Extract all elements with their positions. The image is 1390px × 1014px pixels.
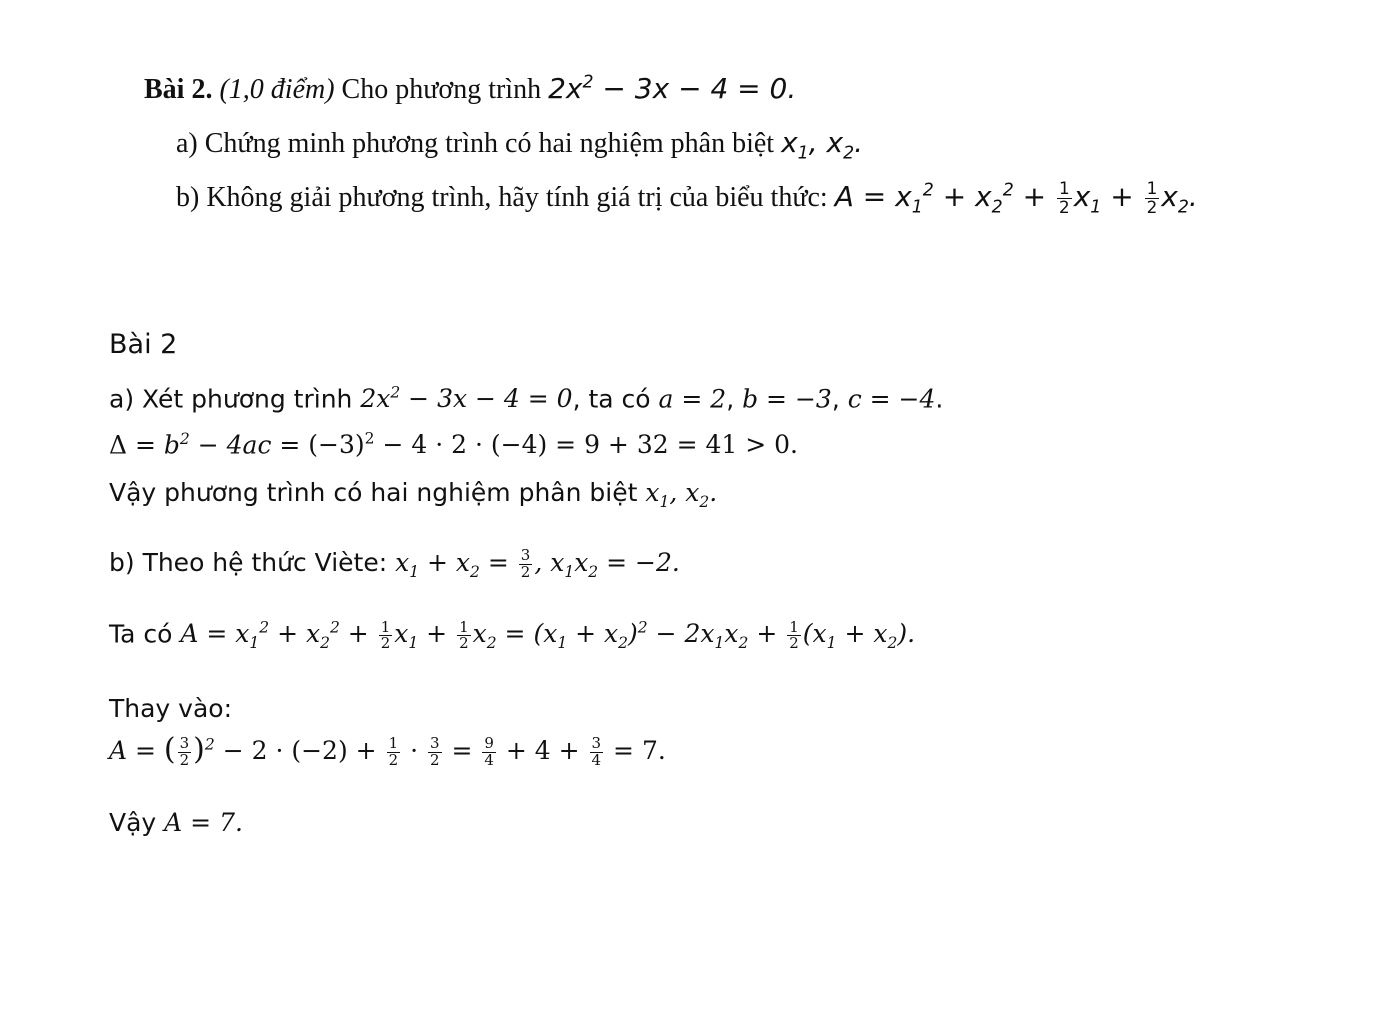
solution-b-viete: $x_1 + x_2$ = $\frac{3}{2}$ , $x_1x_2 = -2$. <box>395 546 680 581</box>
solution-a-line-3 <box>109 478 717 511</box>
solution-final-answer: A = 7. <box>164 808 243 837</box>
problem-roots: $x_1$, $x_2$. <box>781 126 864 164</box>
solution-b-line-2 <box>109 619 915 652</box>
problem-part-b: b) Không giải phương trình, hãy tính giá trị của biểu thức: <box>176 182 828 214</box>
solution-b-intro: b) Theo hệ thức Viète: <box>109 548 388 577</box>
problem-expression: $A = x_1^2 + x_2^2$ + $\frac{1}{2}$ $x_1$ + $\frac{1}{2}$ $x_2$. <box>834 178 1198 218</box>
solution-a-conclusion: Vậy phương trình có hai nghiệm phân biệt <box>109 478 638 507</box>
problem-line-1 <box>144 72 796 106</box>
problem-points: (1,0 điểm) <box>219 74 335 105</box>
solution-b-line-1 <box>109 548 680 581</box>
solution-a-roots: $x_1$, $x_2$. <box>645 478 718 511</box>
problem-line-b <box>176 180 1198 218</box>
solution-b-substitution: A = ( $\frac{3}{2}$ )$^2$ − 2 · (−2) + $\frac{1}{2}$ · $\frac{3}{2}$ = $\frac{9}{4}$ + 4 + $\frac{3}{4}$ = 7. <box>109 732 666 769</box>
solution-a-discriminant: $\Delta = b^2 - 4ac = (-3)^2 - 4 \cdot 2 \cdot (-4) = 9 + 32 = 41 > 0$. <box>109 430 798 460</box>
problem-intro: Cho phương trình <box>341 74 542 105</box>
solution-a-coefficients: a = 2 <box>658 384 727 414</box>
solution-a-equation: $2x^2 - 3x - 4 = 0$ <box>360 384 573 414</box>
solution-final-line <box>109 808 243 837</box>
solution-title: Bài 2 <box>109 329 178 360</box>
solution-b-expansion: $A = x_1^2 + x_2^2$ + $\frac{1}{2}$ $x_1$ + $\frac{1}{2}$ $x_2 = (x_1 + x_2)^2 - 2x_1x_2$ + $\frac{1}{2}$ $(x_1 + x_2)$. <box>180 617 916 653</box>
solution-ta-co: Ta có <box>109 619 173 649</box>
problem-label: Bài 2. <box>144 74 213 105</box>
problem-part-a: a) Chứng minh phương trình có hai nghiệm phân biệt <box>176 128 775 159</box>
solution-thay-vao: Thay vào: <box>109 694 233 723</box>
solution-a-intro: a) Xét phương trình <box>109 384 353 414</box>
solution-a-line-1: a) Xét phương trình $2x^2 - 3x - 4 = 0$, ta có a = 2, b = −3, c = −4. <box>109 384 944 414</box>
solution-a-mid: , ta có <box>572 384 651 414</box>
solution-vay: Vậy <box>109 808 157 837</box>
problem-line-a <box>176 126 863 164</box>
problem-equation: $2x^2 - 3x - 4 = 0$. <box>548 72 797 105</box>
